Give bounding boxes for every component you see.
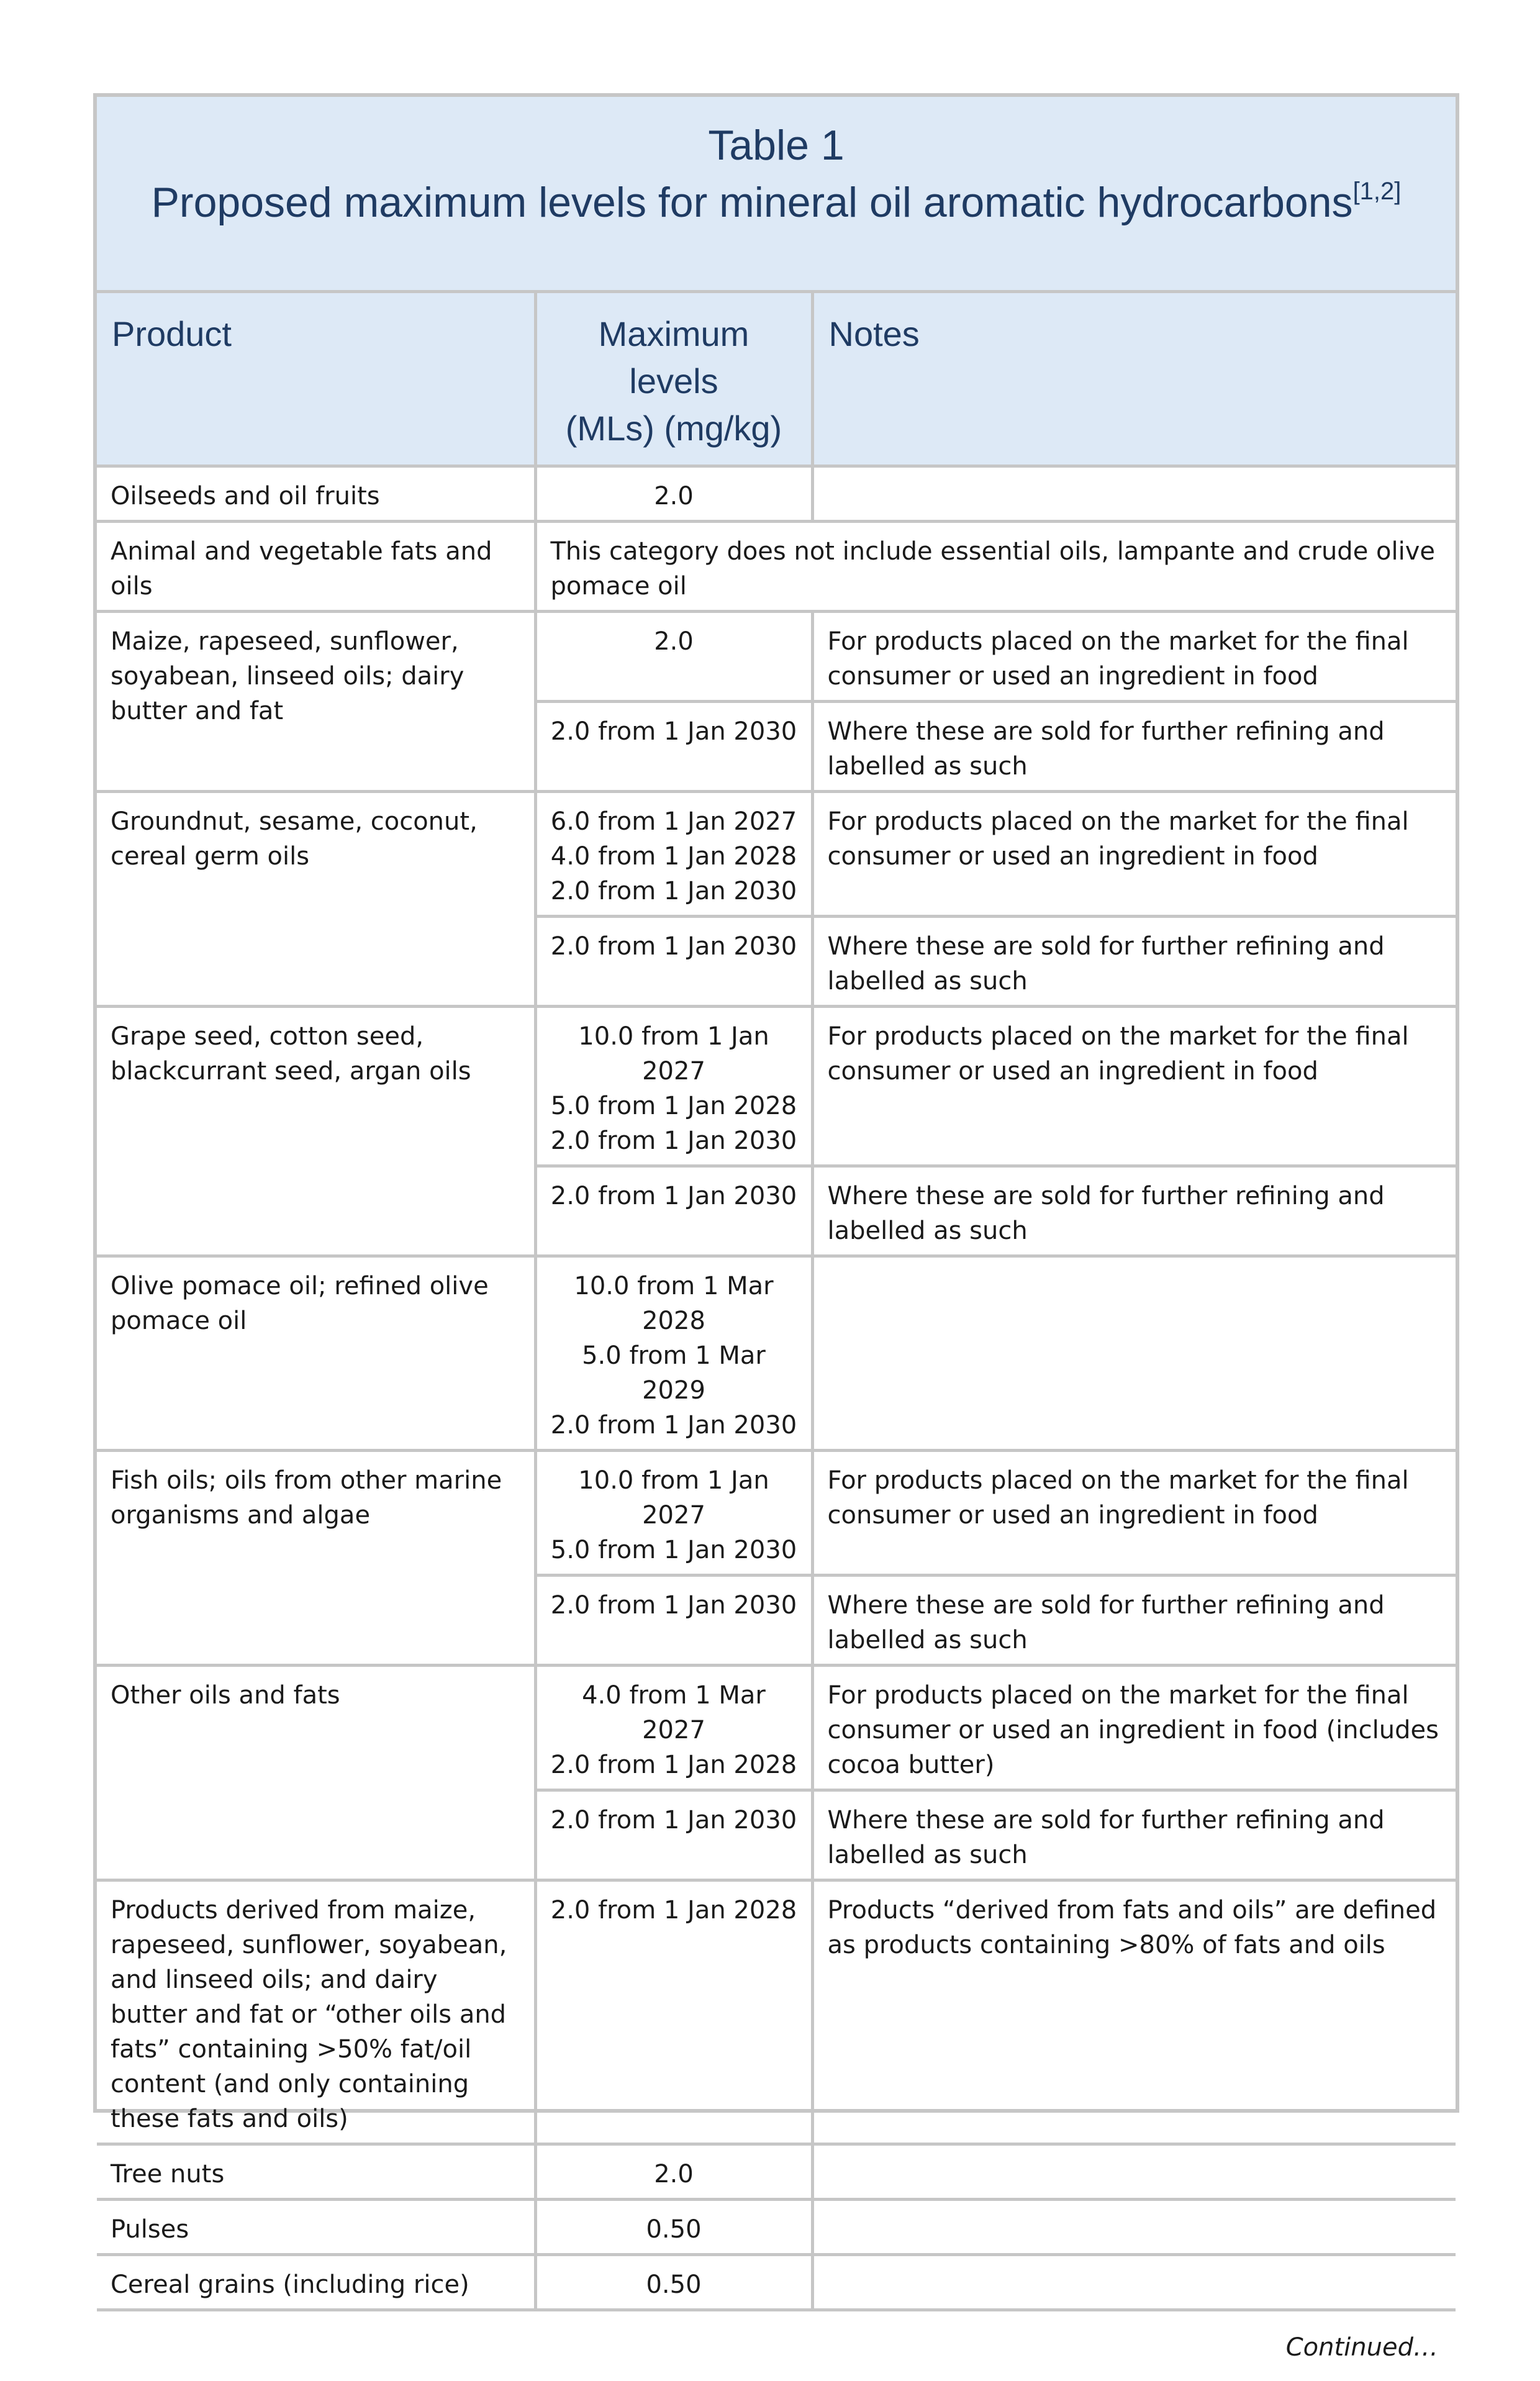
product-cell: Cereal grains (including rice) <box>97 2255 535 2310</box>
table-title <box>97 178 1456 227</box>
table-row <box>97 2255 1456 2310</box>
ml-cell: 2.0 <box>535 466 812 522</box>
product-cell: Oilseeds and oil fruits <box>97 466 535 522</box>
notes-cell: Where these are sold for further refining and labelled as such <box>812 917 1456 1007</box>
ml-cell: 2.0 from 1 Jan 2030 <box>535 702 812 792</box>
table-row <box>97 1666 1456 1790</box>
notes-cell: Where these are sold for further refining and labelled as such <box>812 1166 1456 1256</box>
notes-cell <box>812 2255 1456 2310</box>
table-row <box>97 612 1456 702</box>
continued-note: Continued… <box>97 2310 1456 2381</box>
category-note-cell: This category does not include essential oils, lampante and crude olive pomace oil <box>535 522 1456 612</box>
product-cell: Fish oils; oils from other marine organisms and algae <box>97 1451 535 1666</box>
product-cell: Animal and vegetable fats and oils <box>97 522 535 612</box>
table-caption <box>97 97 1456 293</box>
table-row <box>97 792 1456 917</box>
notes-cell <box>812 466 1456 522</box>
ml-cell: 2.0 <box>535 612 812 702</box>
table-row <box>97 1451 1456 1576</box>
notes-cell: Products “derived from fats and oils” are defined as products containing >80% of fats and oils <box>812 1880 1456 2144</box>
ml-cell: 4.0 from 1 Mar 2027 2.0 from 1 Jan 2028 <box>535 1666 812 1790</box>
notes-cell <box>812 2200 1456 2255</box>
notes-cell: For products placed on the market for the final consumer or used an ingredient in food <box>812 612 1456 702</box>
ml-cell: 10.0 from 1 Mar 2028 5.0 from 1 Mar 2029 2.0 from 1 Jan 2030 <box>535 1256 812 1451</box>
ml-cell: 2.0 <box>535 2144 812 2200</box>
notes-cell <box>812 2144 1456 2200</box>
product-cell: Products derived from maize, rapeseed, sunflower, soyabean, and linseed oils; and dairy butter and fat or “other oils and fats” containing >50% fat/oil content (and only containing these fats and oils) <box>97 1880 535 2144</box>
notes-cell: For products placed on the market for the final consumer or used an ingredient in food (includes cocoa butter) <box>812 1666 1456 1790</box>
table-row <box>97 522 1456 612</box>
ml-cell: 2.0 from 1 Jan 2030 <box>535 1166 812 1256</box>
table-row <box>97 1880 1456 2144</box>
notes-cell: Where these are sold for further refining and labelled as such <box>812 702 1456 792</box>
table-row <box>97 2200 1456 2255</box>
notes-cell: Where these are sold for further refining and labelled as such <box>812 1576 1456 1666</box>
product-cell: Other oils and fats <box>97 1666 535 1880</box>
ml-cell: 2.0 from 1 Jan 2030 <box>535 1576 812 1666</box>
product-cell: Pulses <box>97 2200 535 2255</box>
ml-cell: 2.0 from 1 Jan 2030 <box>535 1790 812 1880</box>
table-row <box>97 1256 1456 1451</box>
ml-cell: 0.50 <box>535 2255 812 2310</box>
ml-cell: 2.0 from 1 Jan 2028 <box>535 1880 812 2144</box>
notes-cell: Where these are sold for further refining and labelled as such <box>812 1790 1456 1880</box>
product-cell: Groundnut, sesame, coconut, cereal germ oils <box>97 792 535 1007</box>
ml-cell: 10.0 from 1 Jan 2027 5.0 from 1 Jan 2030 <box>535 1451 812 1576</box>
ml-cell: 0.50 <box>535 2200 812 2255</box>
notes-cell: For products placed on the market for the final consumer or used an ingredient in food <box>812 792 1456 917</box>
table-label: Table 1 <box>97 120 1456 170</box>
ml-cell: 10.0 from 1 Jan 2027 5.0 from 1 Jan 2028 2.0 from 1 Jan 2030 <box>535 1007 812 1166</box>
header-notes: Notes <box>812 293 1456 466</box>
table-row <box>97 1007 1456 1166</box>
product-cell: Grape seed, cotton seed, blackcurrant seed, argan oils <box>97 1007 535 1256</box>
table-row <box>97 466 1456 522</box>
ml-cell: 2.0 from 1 Jan 2030 <box>535 917 812 1007</box>
table-frame <box>93 93 1459 2113</box>
product-cell: Olive pomace oil; refined olive pomace oil <box>97 1256 535 1451</box>
table-title-text: Proposed maximum levels for mineral oil aromatic hydrocarbons <box>152 179 1353 226</box>
table-title-reference: [1,2] <box>1353 178 1402 205</box>
notes-cell <box>812 1256 1456 1451</box>
levels-table <box>97 293 1456 2381</box>
header-row <box>97 293 1456 466</box>
ml-cell: 6.0 from 1 Jan 2027 4.0 from 1 Jan 2028 2.0 from 1 Jan 2030 <box>535 792 812 917</box>
header-maximum-levels: Maximum levels (MLs) (mg/kg) <box>535 293 812 466</box>
product-cell: Maize, rapeseed, sunflower, soyabean, linseed oils; dairy butter and fat <box>97 612 535 792</box>
table-row <box>97 2144 1456 2200</box>
notes-cell: For products placed on the market for the final consumer or used an ingredient in food <box>812 1007 1456 1166</box>
product-cell: Tree nuts <box>97 2144 535 2200</box>
notes-cell: For products placed on the market for the final consumer or used an ingredient in food <box>812 1451 1456 1576</box>
footer-row <box>97 2310 1456 2381</box>
header-product: Product <box>97 293 535 466</box>
